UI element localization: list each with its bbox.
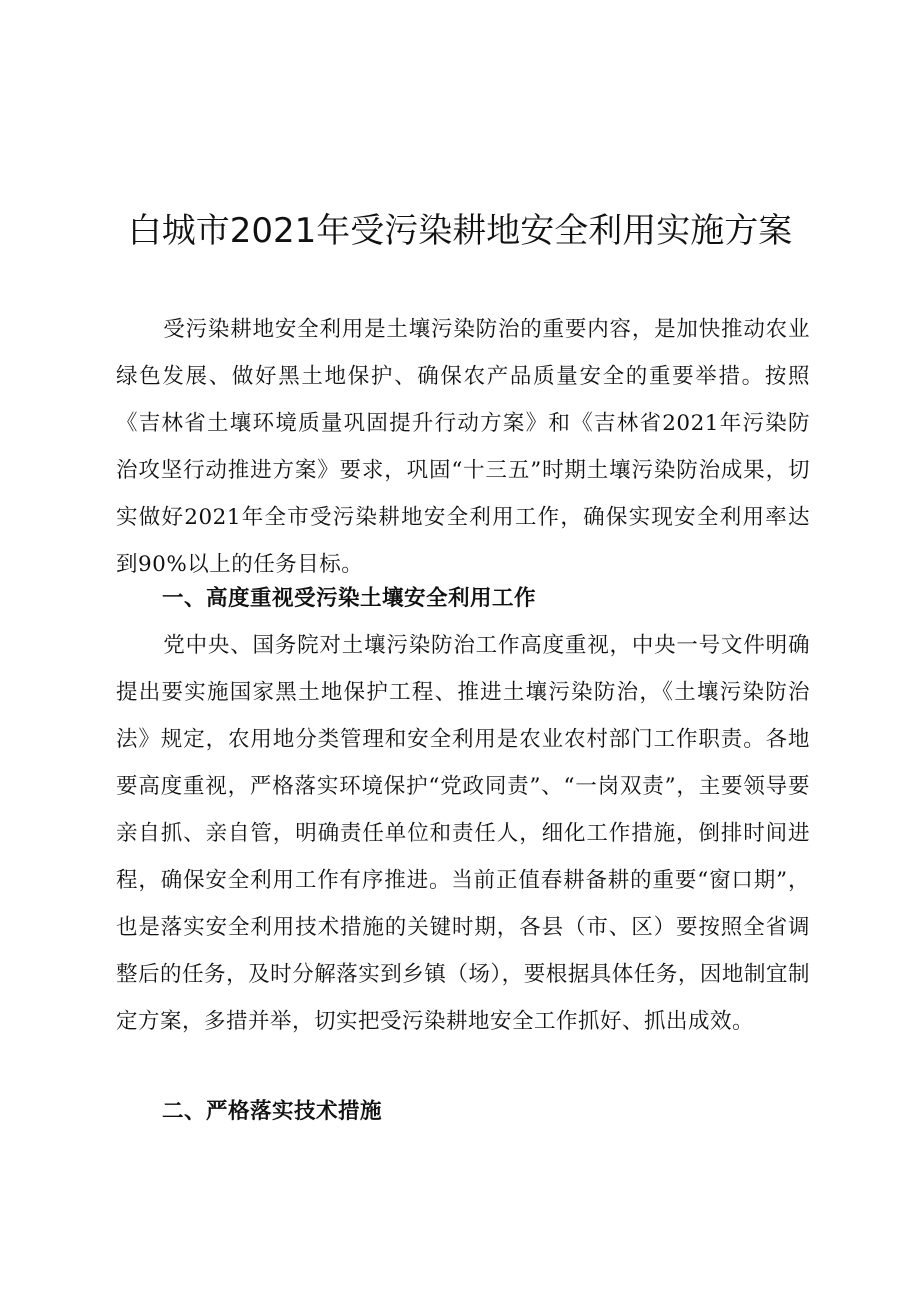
intro-paragraph: 受污染耕地安全利用是土壤污染防治的重要内容，是加快推动农业绿色发展、做好黑土地保护、确保农产品质量安全的重要举措。按照《吉林省土壤环境质量巩固提升行动方案》和《吉林省2021年污染防治攻坚行动推进方案》要求，巩固“十三五”时期土壤污染防治成果，切实做好2021年全市受污染耕地安全利用工作，确保实现安全利用率达到90%以上的任务目标。	[116, 317, 810, 577]
document-title: 白城市2021年受污染耕地安全利用实施方案	[127, 211, 793, 251]
section-heading-1: 一、高度重视受污染土壤安全利用工作	[162, 586, 537, 611]
section-heading-2: 二、严格落实技术措施	[162, 1099, 383, 1124]
section-1-paragraph: 党中央、国务院对土壤污染防治工作高度重视，中央一号文件明确提出要实施国家黑土地保护工程、推进土壤污染防治，《土壤污染防治法》规定，农用地分类管理和安全利用是农业农村部门工作职责。各地要高度重视，严格落实环境保护“党政同责”、“一岗双责”，主要领导要亲自抓、亲自管，明确责任单位和责任人，细化工作措施，倒排时间进程，确保安全利用工作有序推进。当前正值春耕备耕的重要“窗口期”，也是落实安全利用技术措施的关键时期，各县（市、区）要按照全省调整后的任务，及时分解落实到乡镇（场），要根据具体任务，因地制宜制定方案，多措并举，切实把受污染耕地安全工作抓好、抓出成效。	[116, 633, 810, 1034]
